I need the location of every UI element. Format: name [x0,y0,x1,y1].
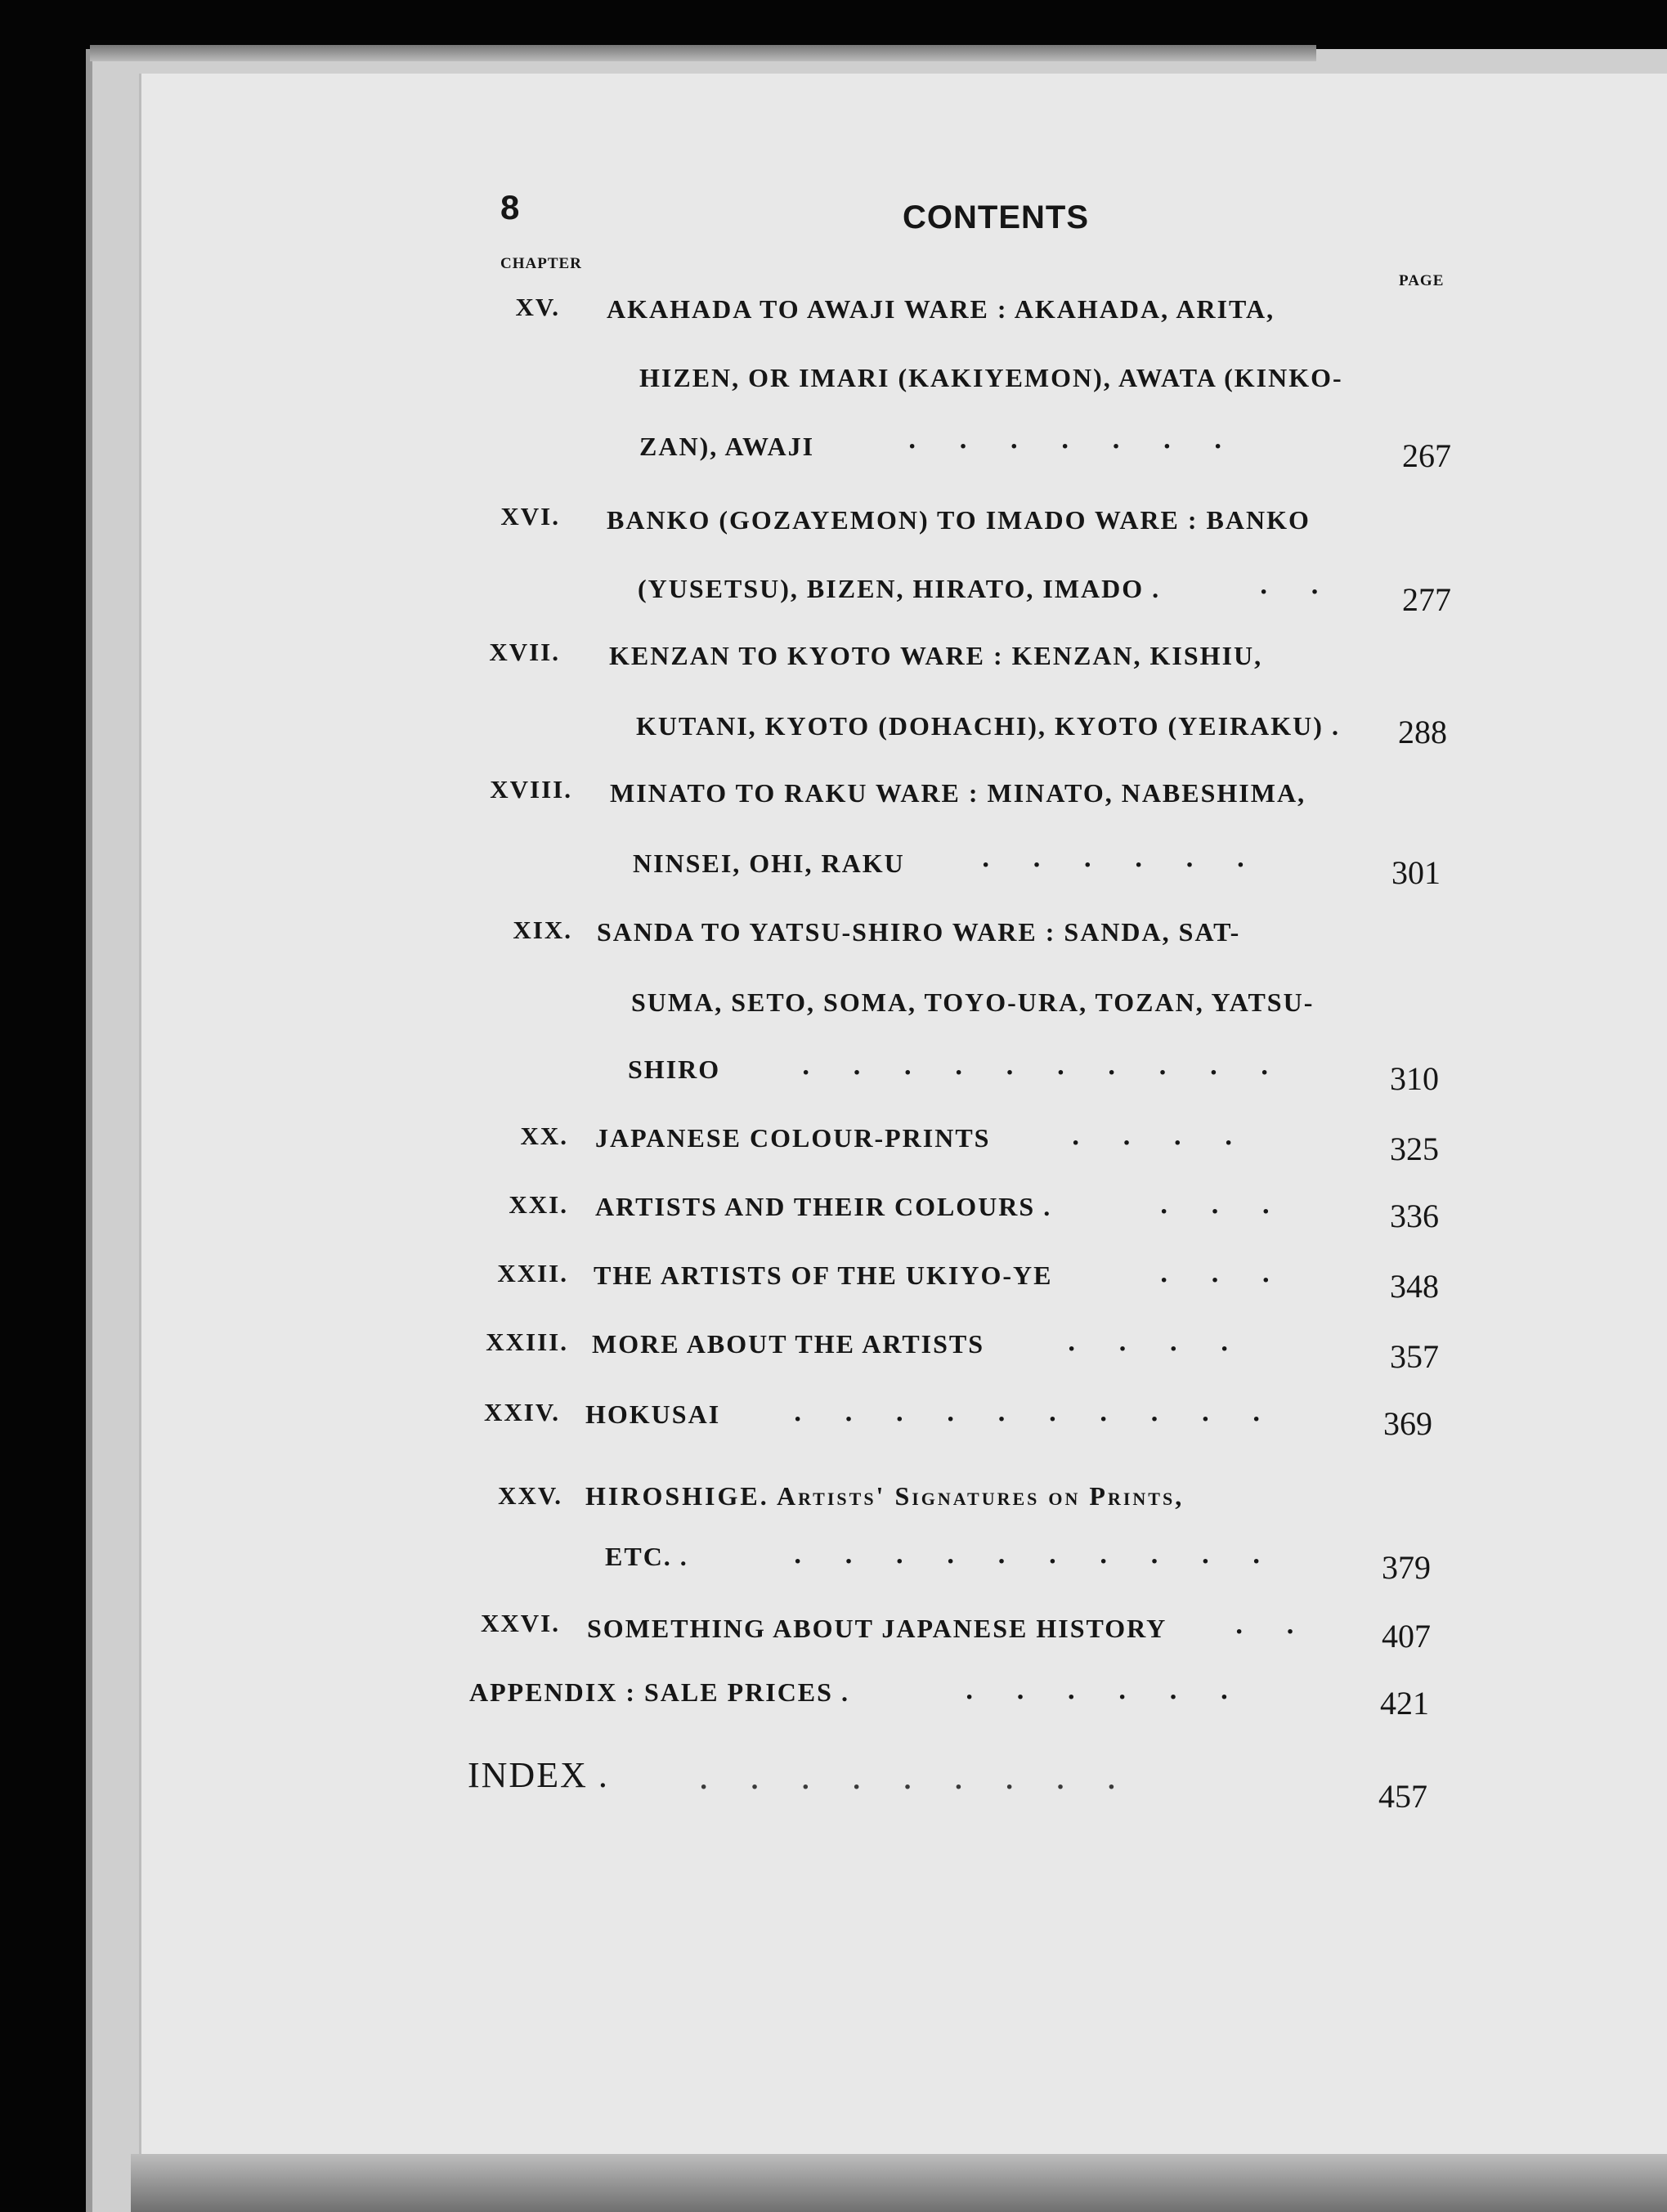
toc-entry-line: HIZEN, OR IMARI (KAKIYEMON), AWATA (KINKO- [639,363,1343,392]
toc-entry-line: BANKO (GOZAYEMON) TO IMADO WARE : BANKO [607,505,1311,535]
page-column-header: PAGE [1399,272,1445,289]
toc-page-number: 357 [1390,1338,1439,1375]
toc-chapter-number: XIX. [513,916,572,944]
leader-dots: · · · · · · · · · · [793,1547,1261,1577]
leader-dots: · · · · · · · · · · [793,1404,1261,1435]
toc-entry-line: MINATO TO RAKU WARE : MINATO, NABESHIMA, [610,778,1306,808]
toc-entry-line: KUTANI, KYOTO (DOHACHI), KYOTO (YEIRAKU) . [636,711,1340,741]
leader-dots: · · · · · · · · · · [801,1058,1270,1088]
toc-page-number: 336 [1390,1198,1439,1234]
toc-index-label: INDEX . [468,1755,609,1795]
toc-page-number: 325 [1390,1131,1439,1167]
toc-entry-line: SUMA, SETO, SOMA, TOYO-URA, TOZAN, YATSU- [631,987,1315,1017]
leader-dots: · · · · · · [981,850,1246,880]
toc-entry-line: HIROSHIGE. Artists' Signatures on Prints, [585,1481,1185,1511]
leader-dots: · · · · · · · · · [699,1772,1117,1802]
toc-page-number: 348 [1390,1268,1439,1305]
toc-page-number: 288 [1398,714,1447,750]
page-bottom-shadow [131,2154,1667,2212]
leader-dots: · · · [1159,1265,1271,1296]
toc-entry-line: ARTISTS AND THEIR COLOURS . [595,1192,1052,1221]
toc-entry-line: HOKUSAI [585,1399,721,1429]
book-spine-edge [90,45,1316,61]
toc-page-number: 369 [1383,1405,1432,1442]
leader-dots: · · [1235,1617,1295,1647]
toc-entry-line: KENZAN TO KYOTO WARE : KENZAN, KISHIU, [609,641,1263,670]
toc-page-number: 457 [1378,1778,1427,1815]
leader-dots: · · · · · · · [907,432,1223,462]
toc-entry-line: ETC. . [605,1542,688,1571]
page-number: 8 [500,188,520,226]
toc-chapter-number: XV. [515,293,560,321]
toc-entry-line: NINSEI, OHI, RAKU [633,849,905,878]
toc-chapter-number: XXIV. [484,1398,560,1426]
toc-page-number: 267 [1402,437,1451,474]
toc-entry-line: SOMETHING ABOUT JAPANESE HISTORY [587,1614,1167,1643]
toc-entry-line: SHIRO [628,1055,721,1084]
toc-chapter-number: XVI. [500,502,560,531]
toc-page-number: 301 [1391,854,1441,891]
toc-page-number: 407 [1382,1618,1431,1655]
leader-dots: · · · [1159,1197,1271,1227]
toc-entry-line: JAPANESE COLOUR-PRINTS [595,1123,991,1153]
toc-chapter-number: XXIII. [486,1328,568,1356]
chapter-column-header: CHAPTER [500,255,582,272]
toc-page-number: 421 [1380,1685,1429,1722]
leader-dots: · · · · [1067,1334,1230,1364]
toc-page-number: 379 [1382,1549,1431,1586]
toc-entry-line: ZAN), AWAJI [639,432,815,461]
toc-page-number: 310 [1390,1060,1439,1097]
toc-page-number: 277 [1402,581,1451,618]
toc-entry-line: AKAHADA TO AWAJI WARE : AKAHADA, ARITA, [607,294,1275,324]
toc-entry-line: SANDA TO YATSU-SHIRO WARE : SANDA, SAT- [597,917,1241,947]
toc-chapter-number: XXI. [509,1190,568,1219]
toc-chapter-number: XVII. [489,638,560,666]
toc-chapter-number: XXV. [498,1481,562,1510]
page-title: CONTENTS [903,199,1089,235]
toc-entry-line: MORE ABOUT THE ARTISTS [592,1329,985,1359]
toc-appendix-label: APPENDIX : SALE PRICES . [469,1677,849,1707]
toc-chapter-number: XX. [520,1122,568,1150]
leader-dots: · · · · · · [965,1682,1230,1713]
toc-chapter-number: XXVI. [481,1609,560,1637]
toc-chapter-number: XXII. [497,1259,568,1287]
leader-dots: · · · · [1071,1128,1234,1158]
toc-chapter-number: XVIII. [490,775,572,804]
toc-entry-line: THE ARTISTS OF THE UKIYO-YE [594,1260,1053,1290]
toc-entry-line: (YUSETSU), BIZEN, HIRATO, IMADO . [638,574,1161,603]
leader-dots: · · [1259,577,1320,607]
